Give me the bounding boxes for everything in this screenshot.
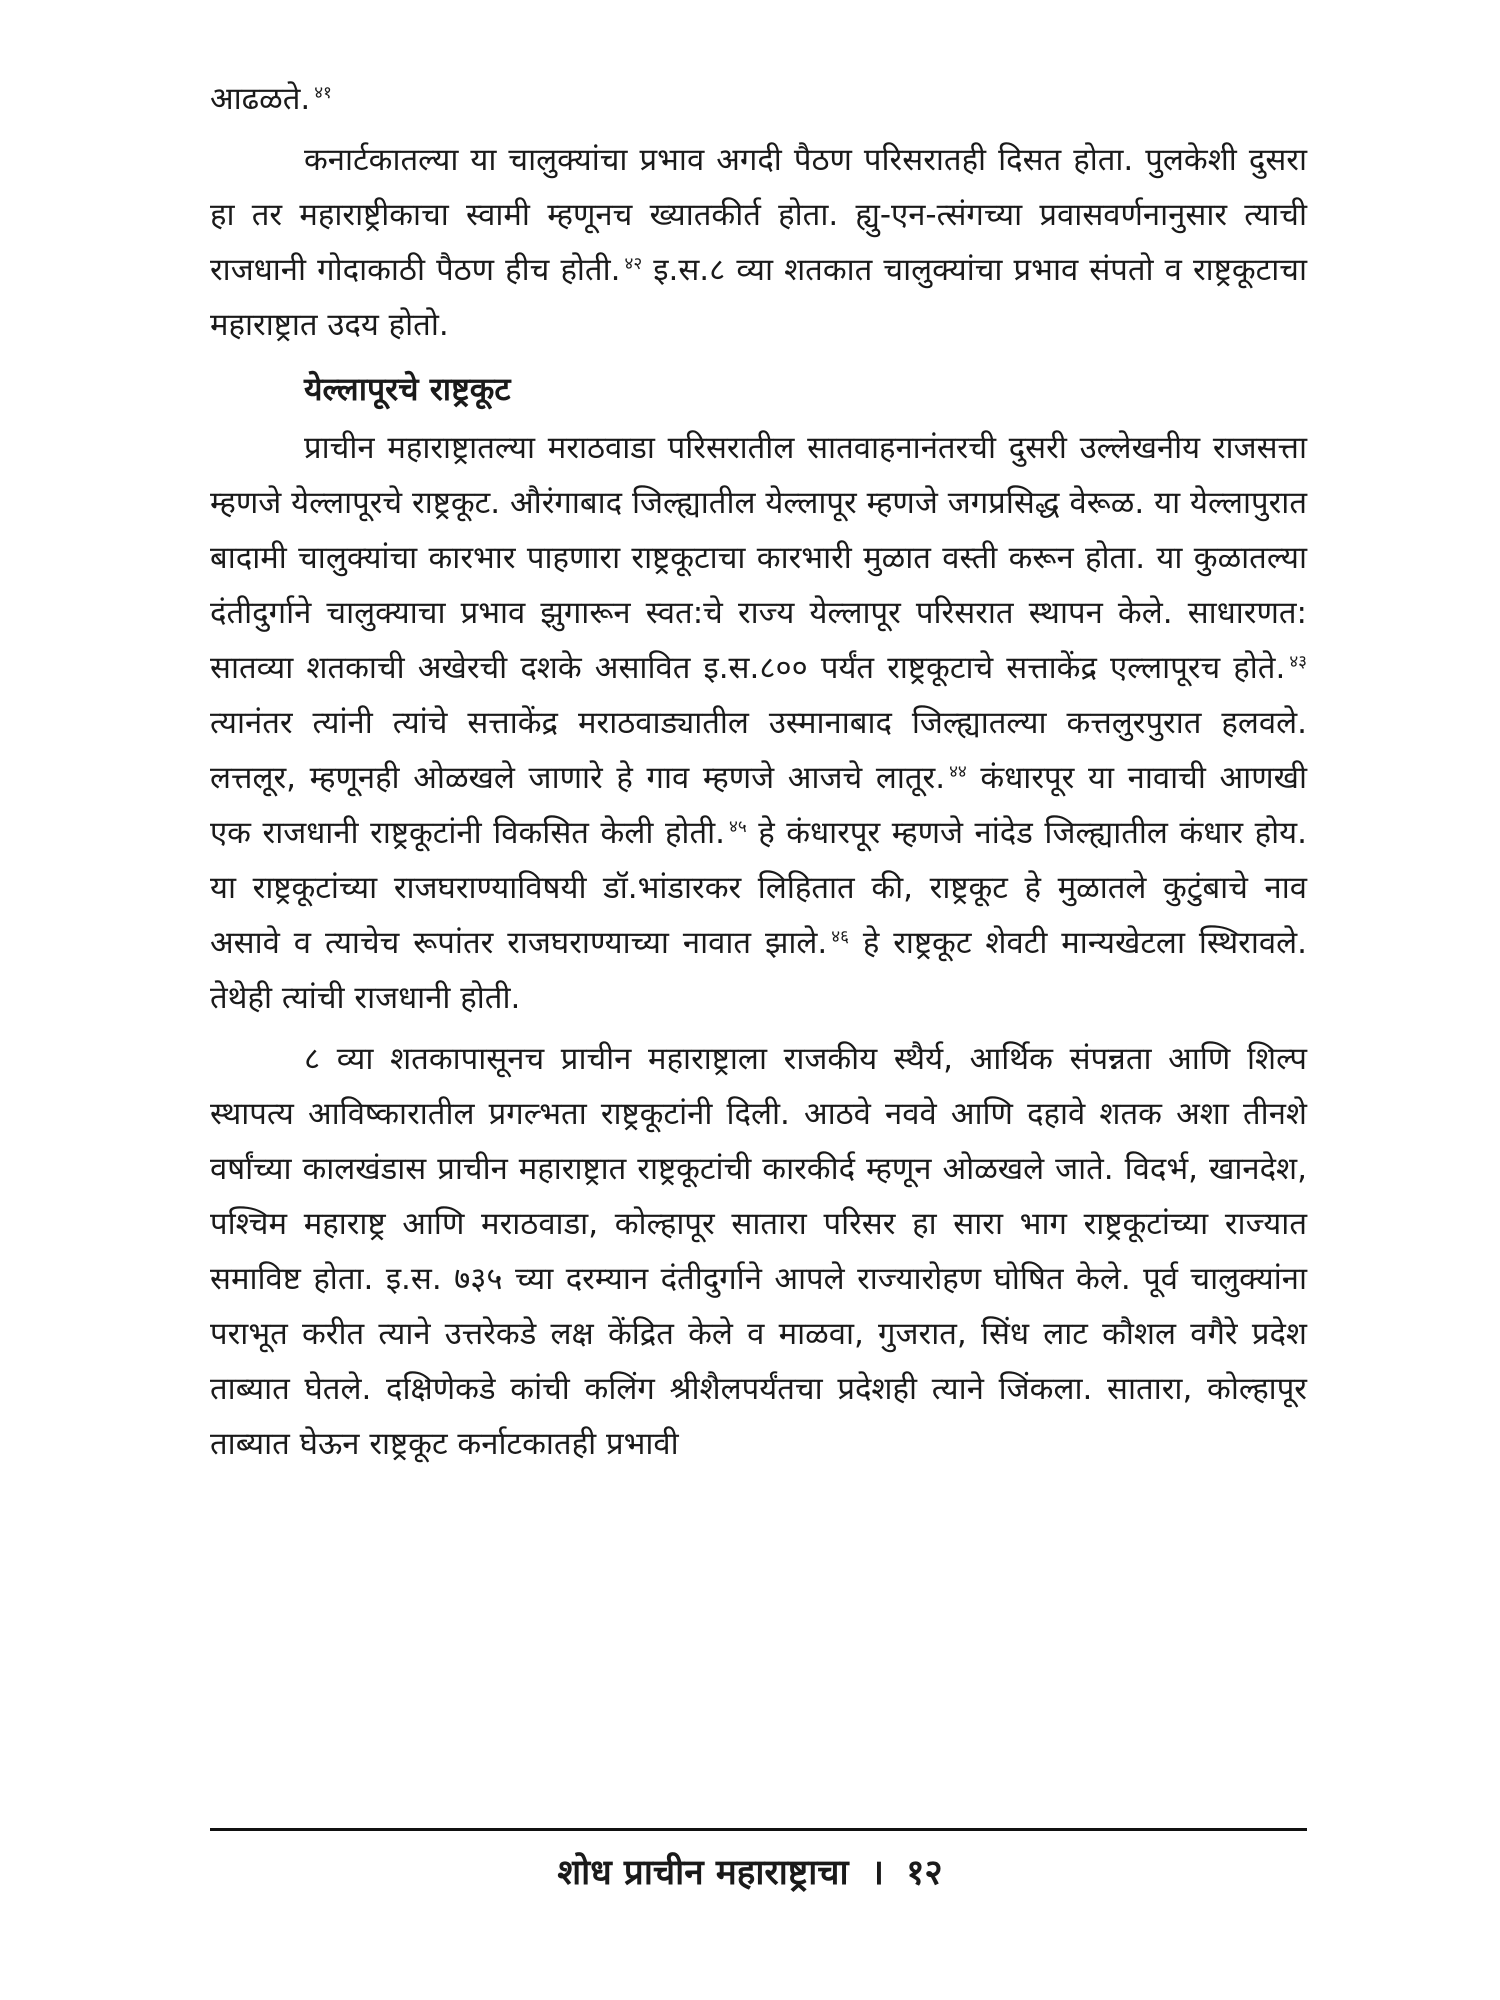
book-title: शोध प्राचीन महाराष्ट्राचा xyxy=(557,1853,849,1893)
footer-separator: । xyxy=(870,1853,885,1893)
footnote-marker: ४५ xyxy=(729,816,747,837)
text-run: कनार्टकातल्या या चालुक्यांचा प्रभाव अगदी पैठण परिसरातही दिसत होता. पुलकेशी दुसरा हा तर महाराष्ट्रीकाचा स्वामी म्हणूनच ख्यातकीर्त होता. ह्यु-एन-त्संगच्या प्रवासवर्णनानुसार त्याची राजधानी गोदाकाठी पैठण हीच होती. xyxy=(210,142,1307,288)
text-run: त्यानंतर त्यांनी त्यांचे सत्ताकेंद्र मराठवाड्यातील उस्मानाबाद जिल्ह्यातल्या कत्तलुरपुरात हलवले. लत्तलूर, म्हणूनही ओळखले जाणारे हे गाव म्हणजे आजचे लातूर. xyxy=(210,705,1307,796)
section-heading: येल्लापूरचे राष्ट्रकूट xyxy=(304,370,511,408)
text-run: प्राचीन महाराष्ट्रातल्या मराठवाडा परिसरातील सातवाहनानंतरची दुसरी उल्लेखनीय राजसत्ता म्हणजे येल्लापूरचे राष्ट्रकूट. औरंगाबाद जिल्ह्यातील येल्लापूर म्हणजे जगप्रसिद्ध वेरूळ. या येल्लापुरात बादामी चालुक्यांचा कारभार पाहणारा राष्ट्रकूटाचा कारभारी मुळात वस्ती करून होता. या कुळातल्या दंतीदुर्गाने चालुक्याचा प्रभाव झुगारून स्वत:चे राज्य येल्लापूर परिसरात स्थापन केले. साधारणत: सातव्या शतकाची अखेरची दशके असावित इ.स.८०० पर्यंत राष्ट्रकूटाचे सत्ताकेंद्र एल्लापूरच होते. xyxy=(210,430,1307,686)
footnote-marker: ४१ xyxy=(314,82,332,103)
text-run: इ.स.८ व्या शतकात चालुक्यांचा प्रभाव संपतो व राष्ट्रकूटाचा महाराष्ट्रात उदय होतो. xyxy=(210,252,1307,343)
paragraph-2 xyxy=(210,133,1307,353)
paragraph-3 xyxy=(210,421,1307,1026)
text-run: कंधारपूर या नावाची आणखी एक राजधानी राष्ट्रकूटांनी विकसित केली होती. xyxy=(210,760,1307,851)
footer-divider xyxy=(210,1828,1307,1831)
text-run: आढळते. xyxy=(210,81,311,117)
paragraph-4 xyxy=(210,1032,1307,1472)
text-run: हे राष्ट्रकूट शेवटी मान्यखेटला स्थिरावले. तेथेही त्यांची राजधानी होती. xyxy=(210,925,1307,1016)
footnote-marker: ४४ xyxy=(949,761,967,782)
paragraph-1 xyxy=(210,72,1307,127)
text-run: ८ व्या शतकापासूनच प्राचीन महाराष्ट्राला राजकीय स्थैर्य, आर्थिक संपन्नता आणि शिल्प स्थापत्य आविष्कारातील प्रगल्भता राष्ट्रकूटांनी दिली. आठवे नववे आणि दहावे शतक अशा तीनशे वर्षांच्या कालखंडास प्राचीन महाराष्ट्रात राष्ट्रकूटांची कारकीर्द म्हणून ओळखले जाते. विदर्भ, खानदेश, पश्चिम महाराष्ट्र आणि मराठवाडा, कोल्हापूर सातारा परिसर हा सारा भाग राष्ट्रकूटांच्या राज्यात समाविष्ट होता. इ.स. ७३५ च्या दरम्यान दंतीदुर्गाने आपले राज्यारोहण घोषित केले. पूर्व चालुक्यांना पराभूत करीत त्याने उत्तरेकडे लक्ष केंद्रित केले व माळवा, गुजरात, सिंध लाट कौशल वगैरे प्रदेश ताब्यात घेतले. दक्षिणेकडे कांची कलिंग श्रीशैलपर्यंतचा प्रदेशही त्याने जिंकला. सातारा, कोल्हापूर ताब्यात घेऊन राष्ट्रकूट कर्नाटकातही प्रभावी xyxy=(210,1041,1307,1462)
footnote-marker: ४२ xyxy=(624,253,643,274)
text-run: हे कंधारपूर म्हणजे नांदेड जिल्ह्यातील कंधार होय. या राष्ट्रकूटांच्या राजघराण्याविषयी डॉ.भांडारकर लिहितात की, राष्ट्रकूट हे मुळातले कुटुंबाचे नाव असावे व त्याचेच रूपांतर राजघराण्याच्या नावात झाले. xyxy=(210,815,1308,961)
footnote-marker: ४३ xyxy=(1289,651,1307,672)
page-footer xyxy=(0,1848,1500,1898)
page-number: १२ xyxy=(906,1853,943,1893)
footnote-marker: ४६ xyxy=(831,926,849,947)
body-text xyxy=(210,72,1307,1472)
